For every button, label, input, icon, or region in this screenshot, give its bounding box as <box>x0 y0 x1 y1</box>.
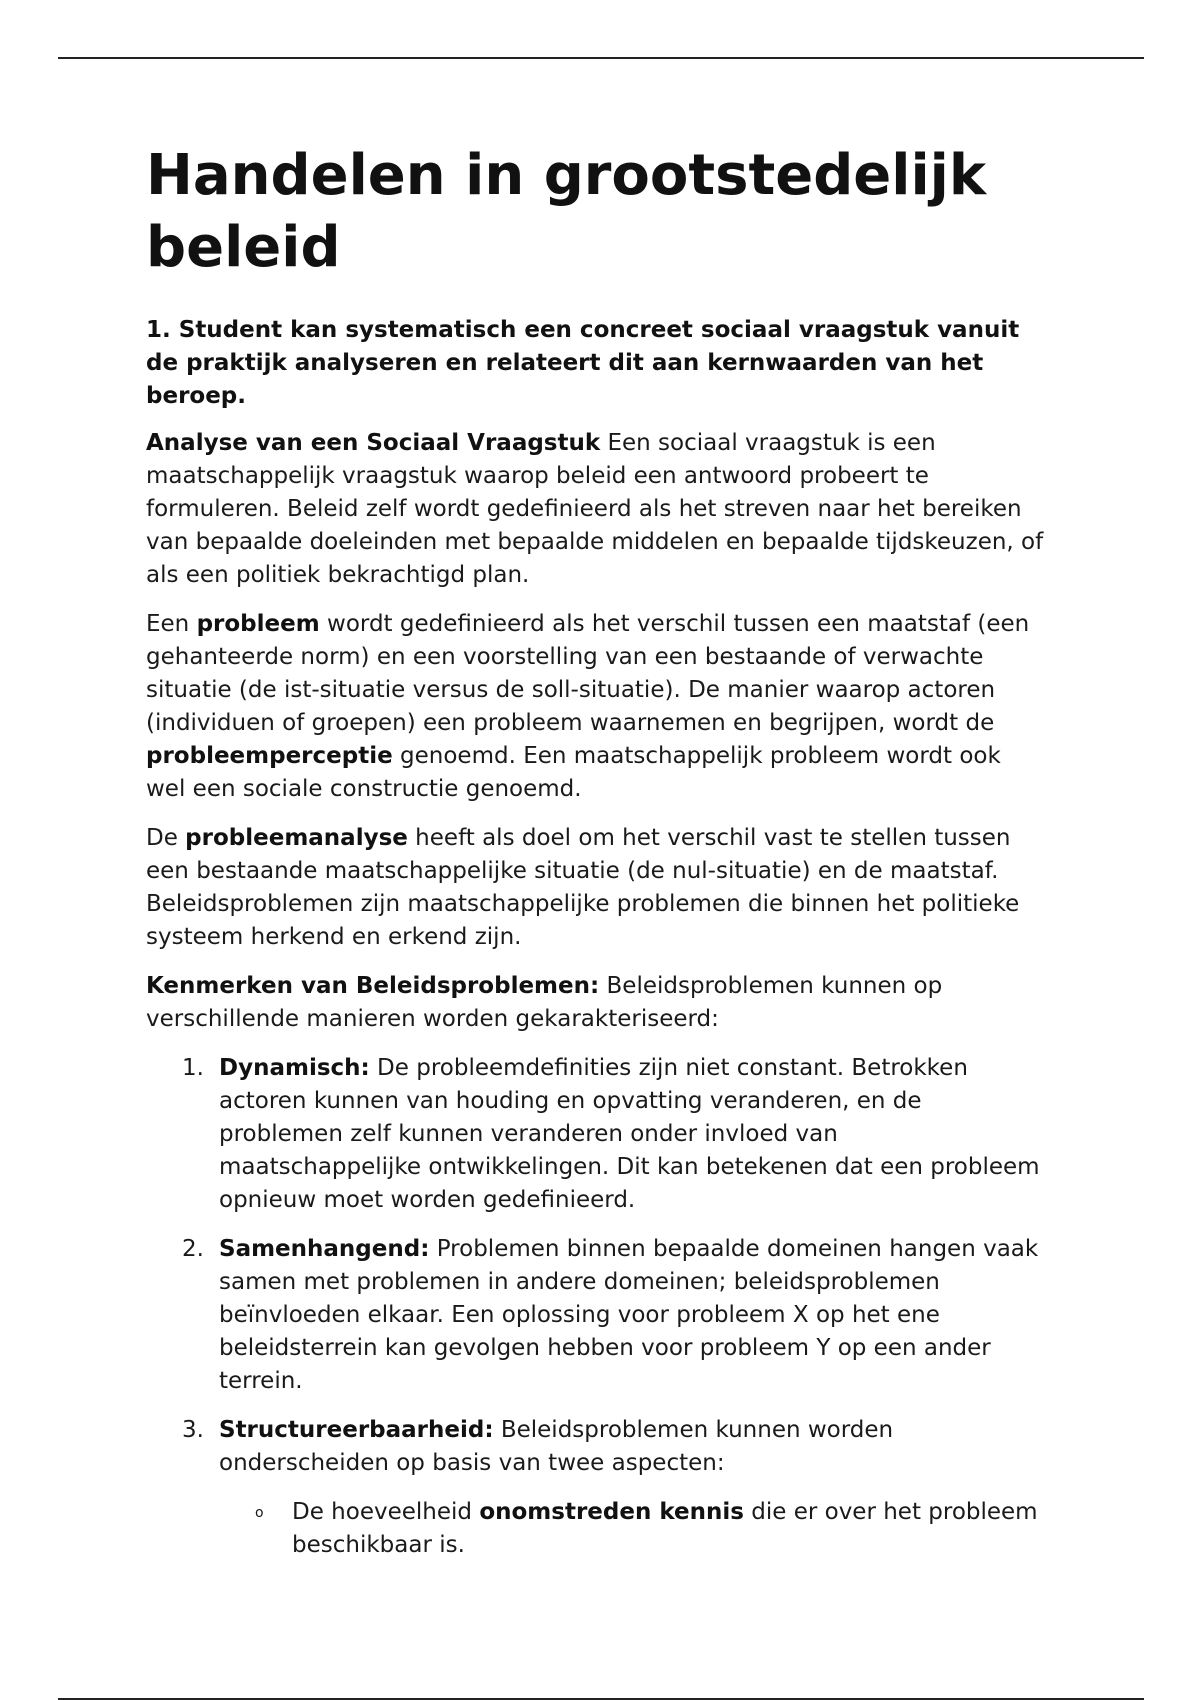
list-item-text: Problemen binnen bepaalde domeinen hangen vaak samen met problemen in andere domeinen; beleidsproblemen beïnvloeden elkaar. Een oplossing voor probleem X op het ene beleidsterrein kan gevolgen hebben voor probleem Y op een ander terrein. <box>219 1236 1039 1394</box>
term-probleemanalyse: probleemanalyse <box>185 825 408 851</box>
paragraph-kenmerken <box>146 970 1046 1036</box>
sublist-text-1: De hoeveelheid <box>292 1499 480 1525</box>
paragraph-probleemanalyse-text-1: De <box>146 825 186 851</box>
term-onomstreden-kennis: onomstreden kennis <box>479 1499 744 1525</box>
list-item-number: 2. <box>182 1236 204 1262</box>
section-heading: 1. Student kan systematisch een concreet sociaal vraagstuk vanuit de praktijk analyseren en relateert dit aan kernwaarden van het beroep. <box>146 317 1020 409</box>
list-item-term: Samenhangend: <box>219 1236 430 1262</box>
top-rule <box>58 57 1144 59</box>
sublist-text-2: die er over het probleem beschikbaar is. <box>292 1499 1038 1558</box>
paragraph-analyse-text: Een sociaal vraagstuk is een maatschappelijk vraagstuk waarop beleid een antwoord probeert te formuleren. Beleid zelf wordt gedefinieerd als het streven naar het bereiken van bepaalde doeleinden met bepaalde middelen en bepaalde tijdskeuzen, of als een politiek bekrachtigd plan. <box>146 430 1044 588</box>
paragraph-probleem-text-3: genoemd. Een maatschappelijk probleem wordt ook wel een sociale constructie genoemd. <box>146 743 1001 802</box>
list-item-term: Dynamisch: <box>219 1055 370 1081</box>
list-item <box>146 1414 1046 1562</box>
paragraph-probleem-text-1: Een <box>146 611 197 637</box>
paragraph-analyse-bold: Analyse van een Sociaal Vraagstuk <box>146 430 601 456</box>
paragraph-analyse <box>146 427 1046 592</box>
kenmerken-list <box>146 1052 1046 1562</box>
list-item-number: 3. <box>182 1417 204 1443</box>
paragraph-probleemanalyse-text-2: heeft als doel om het verschil vast te stellen tussen een bestaande maatschappelijke situatie (de nul-situatie) en de maatstaf. Beleidsproblemen zijn maatschappelijke problemen die binnen het politieke systeem herkend en erkend zijn. <box>146 825 1020 950</box>
list-item-text: Beleidsproblemen kunnen worden onderscheiden op basis van twee aspecten: <box>219 1417 894 1476</box>
structureerbaarheid-sublist <box>219 1496 1046 1562</box>
list-item <box>146 1233 1046 1398</box>
list-item-text: De probleemdefinities zijn niet constant. Betrokken actoren kunnen van houding en opvatting veranderen, en de problemen zelf kunnen veranderen onder invloed van maatschappelijke ontwikkelingen. Dit kan betekenen dat een probleem opnieuw moet worden gedefinieerd. <box>219 1055 1040 1213</box>
document-body <box>146 140 1046 1578</box>
sublist-item <box>219 1496 1046 1562</box>
paragraph-probleem <box>146 608 1046 806</box>
term-probleemperceptie: probleemperceptie <box>146 743 393 769</box>
list-item <box>146 1052 1046 1217</box>
paragraph-probleem-text-2: wordt gedefinieerd als het verschil tussen een maatstaf (een gehanteerde norm) en een voorstelling van een bestaande of verwachte situatie (de ist-situatie versus de soll-situatie). De manier waarop actoren (individuen of groepen) een probleem waarnemen en begrijpen, wordt de <box>146 611 1030 736</box>
list-item-number: 1. <box>182 1055 204 1081</box>
paragraph-kenmerken-text: Beleidsproblemen kunnen op verschillende manieren worden gekarakteriseerd: <box>146 973 943 1032</box>
term-probleem: probleem <box>196 611 320 637</box>
paragraph-kenmerken-bold: Kenmerken van Beleidsproblemen: <box>146 973 600 999</box>
page-title: Handelen in grootstedelijk beleid <box>146 143 987 280</box>
list-item-term: Structureerbaarheid: <box>219 1417 494 1443</box>
paragraph-probleemanalyse <box>146 822 1046 954</box>
sublist-bullet: o <box>255 1505 264 1521</box>
